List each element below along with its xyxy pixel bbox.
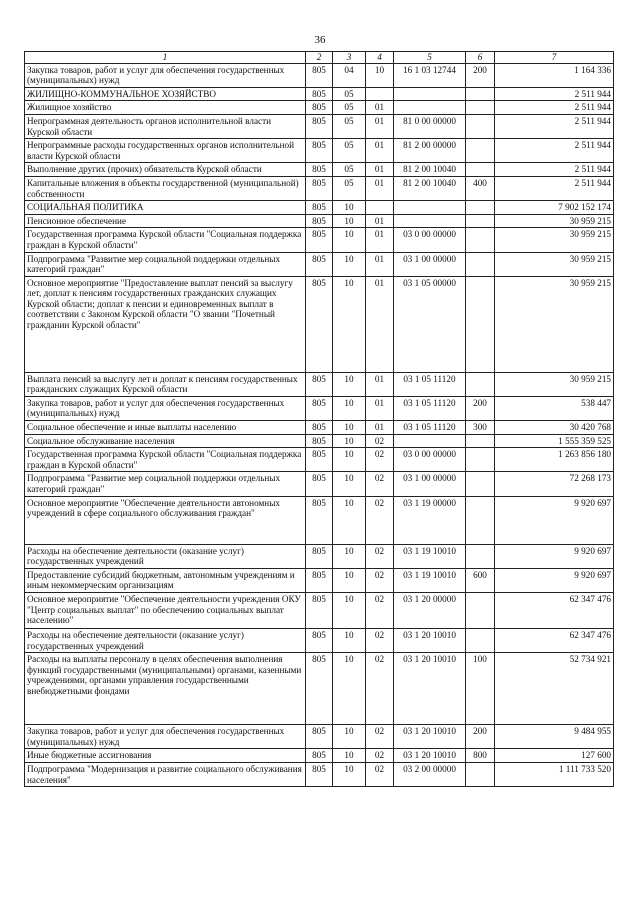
budget-table xyxy=(24,51,614,787)
cell-subsection: 02 xyxy=(366,629,394,653)
cell-subsection: 02 xyxy=(366,472,394,496)
cell-subsection: 01 xyxy=(366,114,394,138)
cell-code: 805 xyxy=(306,114,333,138)
cell-expense-type xyxy=(466,214,495,228)
cell-name: ЖИЛИЩНО-КОММУНАЛЬНОЕ ХОЗЯЙСТВО xyxy=(25,87,306,101)
cell-target: 81 0 00 00000 xyxy=(394,114,466,138)
cell-subsection: 02 xyxy=(366,762,394,786)
cell-code: 805 xyxy=(306,448,333,472)
cell-amount: 30 959 215 xyxy=(495,228,614,252)
cell-amount: 30 420 768 xyxy=(495,421,614,435)
cell-amount: 1 555 359 525 xyxy=(495,434,614,448)
table-row xyxy=(25,176,614,200)
cell-name: Подпрограмма "Модернизация и развитие социального обслуживания населения" xyxy=(25,762,306,786)
cell-subsection: 02 xyxy=(366,496,394,544)
cell-amount: 62 347 476 xyxy=(495,593,614,629)
cell-expense-type: 200 xyxy=(466,63,495,87)
cell-expense-type: 600 xyxy=(466,568,495,592)
cell-target: 03 1 20 10010 xyxy=(394,725,466,749)
cell-amount: 1 111 733 520 xyxy=(495,762,614,786)
cell-expense-type: 300 xyxy=(466,421,495,435)
cell-amount: 9 920 697 xyxy=(495,568,614,592)
cell-code: 805 xyxy=(306,214,333,228)
cell-section: 05 xyxy=(333,87,366,101)
cell-target: 03 1 00 00000 xyxy=(394,252,466,276)
cell-section: 10 xyxy=(333,749,366,763)
cell-section: 10 xyxy=(333,496,366,544)
column-header: 6 xyxy=(466,52,495,64)
table-row xyxy=(25,201,614,215)
cell-target xyxy=(394,201,466,215)
cell-code: 805 xyxy=(306,276,333,372)
table-row xyxy=(25,749,614,763)
cell-expense-type xyxy=(466,434,495,448)
table-row xyxy=(25,101,614,115)
cell-code: 805 xyxy=(306,176,333,200)
cell-subsection: 02 xyxy=(366,434,394,448)
cell-section: 10 xyxy=(333,725,366,749)
cell-code: 805 xyxy=(306,252,333,276)
cell-expense-type: 400 xyxy=(466,176,495,200)
cell-target: 81 2 00 10040 xyxy=(394,176,466,200)
cell-expense-type xyxy=(466,496,495,544)
header-row xyxy=(25,52,614,64)
cell-amount: 7 902 152 174 xyxy=(495,201,614,215)
cell-expense-type: 100 xyxy=(466,653,495,725)
cell-target: 03 1 00 00000 xyxy=(394,472,466,496)
cell-section: 05 xyxy=(333,101,366,115)
cell-target: 16 1 03 12744 xyxy=(394,63,466,87)
cell-code: 805 xyxy=(306,749,333,763)
cell-name: Подпрограмма "Развитие мер социальной поддержки отдельных категорий граждан" xyxy=(25,252,306,276)
cell-subsection: 01 xyxy=(366,396,394,420)
cell-section: 10 xyxy=(333,252,366,276)
cell-code: 805 xyxy=(306,568,333,592)
cell-expense-type xyxy=(466,276,495,372)
cell-expense-type xyxy=(466,201,495,215)
cell-subsection: 02 xyxy=(366,593,394,629)
cell-target: 03 2 00 00000 xyxy=(394,762,466,786)
cell-name: Основное мероприятие "Обеспечение деятельности автономных учреждений в сфере социального обслуживания граждан" xyxy=(25,496,306,544)
column-header: 2 xyxy=(306,52,333,64)
table-row xyxy=(25,63,614,87)
cell-section: 10 xyxy=(333,472,366,496)
cell-amount: 2 511 944 xyxy=(495,101,614,115)
cell-amount: 2 511 944 xyxy=(495,87,614,101)
cell-expense-type xyxy=(466,139,495,163)
table-row xyxy=(25,396,614,420)
cell-target: 03 1 20 10010 xyxy=(394,749,466,763)
cell-code: 805 xyxy=(306,372,333,396)
cell-section: 10 xyxy=(333,629,366,653)
cell-expense-type: 200 xyxy=(466,725,495,749)
cell-amount: 62 347 476 xyxy=(495,629,614,653)
cell-section: 05 xyxy=(333,176,366,200)
cell-subsection xyxy=(366,201,394,215)
cell-name: Государственная программа Курской области "Социальная поддержка граждан в Курской области" xyxy=(25,448,306,472)
cell-subsection: 01 xyxy=(366,372,394,396)
cell-amount: 1 164 336 xyxy=(495,63,614,87)
table-row xyxy=(25,496,614,544)
column-header: 1 xyxy=(25,52,306,64)
cell-name: Основное мероприятие "Обеспечение деятельности учреждения ОКУ "Центр социальных выплат" по обеспечению социальных выплат населению" xyxy=(25,593,306,629)
cell-expense-type xyxy=(466,114,495,138)
cell-section: 05 xyxy=(333,139,366,163)
cell-target: 03 0 00 00000 xyxy=(394,448,466,472)
cell-name: Основное мероприятие "Предоставление выплат пенсий за выслугу лет, доплат к пенсиям государственных гражданских служащих Курской области; доплат к пенсии и единовременных выплат в соответствии с Законом Курской области "О звании "Почетный гражданин Курской области" xyxy=(25,276,306,372)
cell-amount: 30 959 215 xyxy=(495,372,614,396)
cell-subsection: 02 xyxy=(366,725,394,749)
column-header: 4 xyxy=(366,52,394,64)
cell-name: Закупка товаров, работ и услуг для обеспечения государственных (муниципальных) нужд xyxy=(25,396,306,420)
cell-name: Непрограммные расходы государственных органов исполнительной власти Курской области xyxy=(25,139,306,163)
cell-name: Социальное обеспечение и иные выплаты населению xyxy=(25,421,306,435)
table-row xyxy=(25,762,614,786)
table-row xyxy=(25,372,614,396)
cell-amount: 9 920 697 xyxy=(495,496,614,544)
cell-code: 805 xyxy=(306,163,333,177)
cell-subsection: 01 xyxy=(366,228,394,252)
table-row xyxy=(25,163,614,177)
cell-section: 10 xyxy=(333,762,366,786)
table-row xyxy=(25,448,614,472)
cell-amount: 30 959 215 xyxy=(495,252,614,276)
cell-target: 03 1 19 10010 xyxy=(394,544,466,568)
table-row xyxy=(25,276,614,372)
cell-section: 10 xyxy=(333,448,366,472)
cell-expense-type xyxy=(466,372,495,396)
cell-section: 10 xyxy=(333,421,366,435)
cell-target: 81 2 00 00000 xyxy=(394,139,466,163)
table-row xyxy=(25,434,614,448)
table-row xyxy=(25,214,614,228)
cell-code: 805 xyxy=(306,725,333,749)
cell-name: Выплата пенсий за выслугу лет и доплат к пенсиям государственных гражданских служащих Курской области xyxy=(25,372,306,396)
cell-subsection: 01 xyxy=(366,276,394,372)
cell-section: 10 xyxy=(333,228,366,252)
cell-target: 03 1 20 00000 xyxy=(394,593,466,629)
cell-target xyxy=(394,434,466,448)
table-row xyxy=(25,114,614,138)
cell-name: Пенсионное обеспечение xyxy=(25,214,306,228)
table-row xyxy=(25,87,614,101)
column-header: 5 xyxy=(394,52,466,64)
cell-expense-type: 200 xyxy=(466,396,495,420)
cell-code: 805 xyxy=(306,139,333,163)
table-row xyxy=(25,139,614,163)
cell-name: Социальное обслуживание населения xyxy=(25,434,306,448)
cell-name: Расходы на выплаты персоналу в целях обеспечения выполнения функций государственными (муниципальными) органами, казенными учреждениями, органами управления государственными внебюджетными фондами xyxy=(25,653,306,725)
cell-target: 03 1 20 10010 xyxy=(394,629,466,653)
cell-section: 10 xyxy=(333,434,366,448)
cell-expense-type xyxy=(466,472,495,496)
cell-section: 05 xyxy=(333,114,366,138)
table-row xyxy=(25,421,614,435)
cell-name: Расходы на обеспечение деятельности (оказание услуг) государственных учреждений xyxy=(25,544,306,568)
cell-expense-type xyxy=(466,544,495,568)
cell-name: Непрограммная деятельность органов исполнительной власти Курской области xyxy=(25,114,306,138)
cell-code: 805 xyxy=(306,653,333,725)
cell-amount: 127 600 xyxy=(495,749,614,763)
cell-code: 805 xyxy=(306,87,333,101)
page-number: 36 xyxy=(314,34,326,46)
cell-subsection: 01 xyxy=(366,101,394,115)
cell-target: 03 1 05 11120 xyxy=(394,396,466,420)
table-row xyxy=(25,228,614,252)
cell-expense-type xyxy=(466,163,495,177)
cell-expense-type xyxy=(466,101,495,115)
cell-section: 10 xyxy=(333,214,366,228)
cell-subsection: 02 xyxy=(366,568,394,592)
cell-subsection: 02 xyxy=(366,544,394,568)
cell-name: Капитальные вложения в объекты государственной (муниципальной) собственности xyxy=(25,176,306,200)
cell-amount: 30 959 215 xyxy=(495,276,614,372)
cell-code: 805 xyxy=(306,544,333,568)
column-header: 3 xyxy=(333,52,366,64)
cell-expense-type xyxy=(466,762,495,786)
cell-subsection: 01 xyxy=(366,176,394,200)
cell-subsection: 01 xyxy=(366,139,394,163)
cell-amount: 2 511 944 xyxy=(495,139,614,163)
cell-subsection: 02 xyxy=(366,749,394,763)
cell-amount: 72 268 173 xyxy=(495,472,614,496)
cell-target xyxy=(394,214,466,228)
cell-subsection xyxy=(366,87,394,101)
cell-section: 04 xyxy=(333,63,366,87)
cell-code: 805 xyxy=(306,762,333,786)
cell-name: Выполнение других (прочих) обязательств Курской области xyxy=(25,163,306,177)
cell-code: 805 xyxy=(306,629,333,653)
cell-section: 10 xyxy=(333,276,366,372)
cell-subsection: 01 xyxy=(366,163,394,177)
cell-name: Государственная программа Курской области "Социальная поддержка граждан в Курской области" xyxy=(25,228,306,252)
cell-target: 03 1 05 11120 xyxy=(394,372,466,396)
table-row xyxy=(25,544,614,568)
cell-name: Предоставление субсидий бюджетным, автономным учреждениям и иным некоммерческим организациям xyxy=(25,568,306,592)
cell-target: 03 0 00 00000 xyxy=(394,228,466,252)
cell-code: 805 xyxy=(306,496,333,544)
cell-subsection: 01 xyxy=(366,252,394,276)
cell-amount: 9 920 697 xyxy=(495,544,614,568)
cell-code: 805 xyxy=(306,396,333,420)
cell-section: 10 xyxy=(333,201,366,215)
cell-expense-type xyxy=(466,228,495,252)
cell-subsection: 02 xyxy=(366,653,394,725)
cell-name: Подпрограмма "Развитие мер социальной поддержки отдельных категорий граждан" xyxy=(25,472,306,496)
cell-code: 805 xyxy=(306,101,333,115)
cell-expense-type xyxy=(466,593,495,629)
cell-section: 10 xyxy=(333,396,366,420)
table-row xyxy=(25,593,614,629)
cell-code: 805 xyxy=(306,201,333,215)
cell-subsection: 10 xyxy=(366,63,394,87)
cell-target: 03 1 19 10010 xyxy=(394,568,466,592)
cell-name: Иные бюджетные ассигнования xyxy=(25,749,306,763)
cell-amount: 9 484 955 xyxy=(495,725,614,749)
cell-name: Жилищное хозяйство xyxy=(25,101,306,115)
cell-expense-type xyxy=(466,629,495,653)
cell-amount: 52 734 921 xyxy=(495,653,614,725)
cell-target: 03 1 05 00000 xyxy=(394,276,466,372)
table-row xyxy=(25,472,614,496)
cell-subsection: 01 xyxy=(366,214,394,228)
cell-section: 05 xyxy=(333,163,366,177)
cell-target: 03 1 05 11120 xyxy=(394,421,466,435)
cell-amount: 30 959 215 xyxy=(495,214,614,228)
cell-name: СОЦИАЛЬНАЯ ПОЛИТИКА xyxy=(25,201,306,215)
cell-amount: 1 263 856 180 xyxy=(495,448,614,472)
cell-section: 10 xyxy=(333,372,366,396)
cell-section: 10 xyxy=(333,544,366,568)
cell-code: 805 xyxy=(306,434,333,448)
table-row xyxy=(25,568,614,592)
cell-expense-type xyxy=(466,252,495,276)
cell-amount: 2 511 944 xyxy=(495,176,614,200)
cell-amount: 538 447 xyxy=(495,396,614,420)
cell-subsection: 01 xyxy=(366,421,394,435)
table-row xyxy=(25,252,614,276)
cell-code: 805 xyxy=(306,421,333,435)
cell-amount: 2 511 944 xyxy=(495,114,614,138)
cell-expense-type xyxy=(466,87,495,101)
cell-name: Расходы на обеспечение деятельности (оказание услуг) государственных учреждений xyxy=(25,629,306,653)
cell-code: 805 xyxy=(306,228,333,252)
cell-name: Закупка товаров, работ и услуг для обеспечения государственных (муниципальных) нужд xyxy=(25,63,306,87)
cell-code: 805 xyxy=(306,63,333,87)
cell-target: 03 1 20 10010 xyxy=(394,653,466,725)
cell-target: 81 2 00 10040 xyxy=(394,163,466,177)
table-row xyxy=(25,653,614,725)
cell-expense-type: 800 xyxy=(466,749,495,763)
table-row xyxy=(25,629,614,653)
cell-target: 03 1 19 00000 xyxy=(394,496,466,544)
cell-name: Закупка товаров, работ и услуг для обеспечения государственных (муниципальных) нужд xyxy=(25,725,306,749)
cell-subsection: 02 xyxy=(366,448,394,472)
cell-section: 10 xyxy=(333,568,366,592)
table-row xyxy=(25,725,614,749)
cell-section: 10 xyxy=(333,593,366,629)
cell-amount: 2 511 944 xyxy=(495,163,614,177)
cell-target xyxy=(394,87,466,101)
cell-code: 805 xyxy=(306,472,333,496)
cell-code: 805 xyxy=(306,593,333,629)
cell-target xyxy=(394,101,466,115)
cell-expense-type xyxy=(466,448,495,472)
cell-section: 10 xyxy=(333,653,366,725)
column-header: 7 xyxy=(495,52,614,64)
